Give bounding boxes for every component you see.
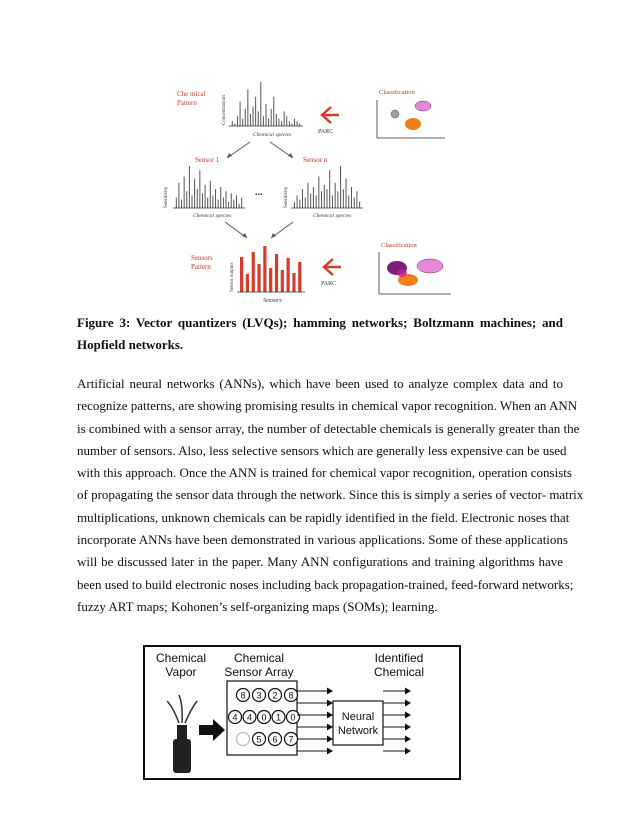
paragraph-line: incorporate ANNs have been demonstrated in various applications. Some of these applications	[77, 532, 568, 548]
sensor-output-bar	[292, 273, 295, 292]
chemical-pattern-label	[177, 90, 206, 107]
concentrations-axis-label: Concentrations	[222, 94, 227, 125]
parc-label-bottom: PARC	[321, 281, 337, 287]
paragraph-line: will be discussed later in the paper. Many ANN configurations and training algorithms have	[77, 554, 563, 570]
sensor-element-label: 3	[256, 690, 262, 701]
arrow-to-sensor1-head	[227, 153, 232, 158]
sensor-element-label: 7	[288, 734, 294, 745]
cluster-magenta-bottom	[397, 269, 407, 277]
sensor-array-label-line2: Sensor Array	[224, 665, 294, 679]
paragraph-line: with this approach. Once the ANN is trained for chemical vapor recognition, operation consists	[77, 465, 572, 481]
sensor-output-bars	[240, 246, 301, 292]
sensor-element-label: 4	[246, 712, 253, 723]
chemical-pattern-label-line2: Pattern	[177, 99, 197, 107]
paragraph-line: recognize patterns, are showing promising results in chemical vapor recognition. When an ANN	[77, 398, 578, 414]
chemical-species-label-sn: Chemical species	[313, 213, 352, 219]
classification-label-top: Classification	[379, 89, 415, 96]
sensor-output-bar	[263, 246, 266, 292]
classification-label-bottom: Classification	[381, 242, 417, 249]
sensor-output-bar	[269, 268, 272, 292]
sensor-array-label-line1: Chemical	[233, 651, 285, 665]
parc-arrow-top	[322, 107, 339, 123]
paragraph-line: number of sensors. Also, less selective sensors which are generally less expensive can be used	[77, 442, 567, 458]
ellipsis: ...	[255, 187, 263, 198]
cluster-grey-top	[391, 110, 399, 118]
paragraph-line: Artificial neural networks (ANNs), which have been used to analyze complex data and to	[77, 376, 563, 391]
sensor-elements	[229, 689, 300, 746]
sensor-output-bar	[281, 270, 284, 292]
sensor-outputs-label: Sensor outputs	[230, 262, 235, 292]
paragraph-line: been used to build electronic noses including back propagation-trained, feed-forward networks;	[77, 576, 574, 592]
sensor-element-label: 8	[288, 690, 294, 701]
sensors-axis-label: Sensors	[263, 298, 282, 304]
sensor1-spectrum	[176, 166, 241, 208]
parc-label-top: PARC	[318, 129, 334, 135]
sensor-element-label: 1	[275, 712, 282, 723]
neural-network-label-line2: Network	[337, 725, 379, 737]
chemical-species-label-s1: Chemical species	[193, 213, 232, 219]
sensitivity-label-1: Sensitivity	[164, 186, 169, 208]
sensor-element-label: 2	[272, 690, 278, 701]
identified-chemical-label-line2: Chemical	[373, 665, 425, 679]
chemical-pattern-spectrum	[232, 82, 299, 126]
sensor-output-bar	[287, 258, 290, 292]
identified-chemical-label-line1: Identified	[374, 651, 424, 665]
sensitivity-label-n: Sensitivity	[284, 186, 289, 208]
caption-line-1: Figure 3: Vector quantizers (LVQs); hamming networks; Boltzmann machines; and	[77, 315, 563, 330]
sensor-element-label: 5	[256, 734, 262, 745]
body-paragraph	[77, 373, 584, 618]
paragraph-line: is combined with a sensor array, the number of detectable chemicals is generally greater than the	[77, 420, 580, 436]
sensor-output-bar	[252, 252, 255, 292]
paragraph-line: fuzzy ART maps; Kohonen’s self-organizing maps (SOMs); learning.	[77, 598, 438, 614]
sensor1-label: Sensor 1	[195, 156, 220, 164]
arrow-from-sensorn-head	[271, 233, 276, 238]
figure-3-diagram	[155, 70, 475, 310]
cluster-orange-top	[405, 118, 421, 130]
sensor-element-label: 6	[272, 734, 278, 745]
sensor-output-bar	[275, 254, 278, 292]
chemical-vapor-label-line2: Vapor	[165, 665, 197, 679]
sensor-element-label: 0	[261, 712, 267, 723]
sensor-element-label: 4	[232, 712, 238, 723]
sensor-output-bar	[298, 262, 301, 292]
arrow-from-sensor1-head	[242, 233, 247, 238]
sensors-pattern-label-line1: Sensors	[191, 254, 213, 262]
caption-line-2: Hopfield networks.	[77, 337, 184, 352]
chemical-species-label-top: Chemical species	[253, 132, 292, 138]
sensors-pattern-label-line2: Pattern	[191, 263, 211, 271]
cluster-pink-top	[415, 101, 431, 111]
sensorn-label: Sensor n	[303, 156, 328, 164]
chemical-pattern-label-line1: Che mical	[177, 90, 206, 98]
arrow-to-sensorn-head	[288, 153, 293, 158]
sensor-element-label: 8	[240, 690, 246, 701]
sensor-output-bar	[257, 264, 260, 292]
cluster-pink-bottom	[417, 259, 443, 273]
chemical-vapor-label-line1: Chemical	[155, 651, 207, 665]
sensor-element	[237, 733, 250, 746]
paragraph-line: multiplications, unknown chemicals can be rapidly identified in the field. Electronic noses that	[77, 509, 570, 525]
sensorn-spectrum	[294, 166, 359, 208]
paragraph-line: of propagating the sensor data through the network. Since this is simply a series of vector- matrix	[77, 487, 584, 503]
neural-network-box	[333, 701, 383, 745]
neural-network-label-line1: Neural	[341, 711, 375, 723]
figure-caption	[77, 312, 563, 356]
electronic-nose-diagram	[143, 645, 461, 780]
parc-arrow-bottom	[324, 259, 341, 275]
sensor-output-bar	[246, 274, 249, 292]
sensor-element-label: 0	[290, 712, 296, 723]
sensor-output-bar	[240, 257, 243, 292]
